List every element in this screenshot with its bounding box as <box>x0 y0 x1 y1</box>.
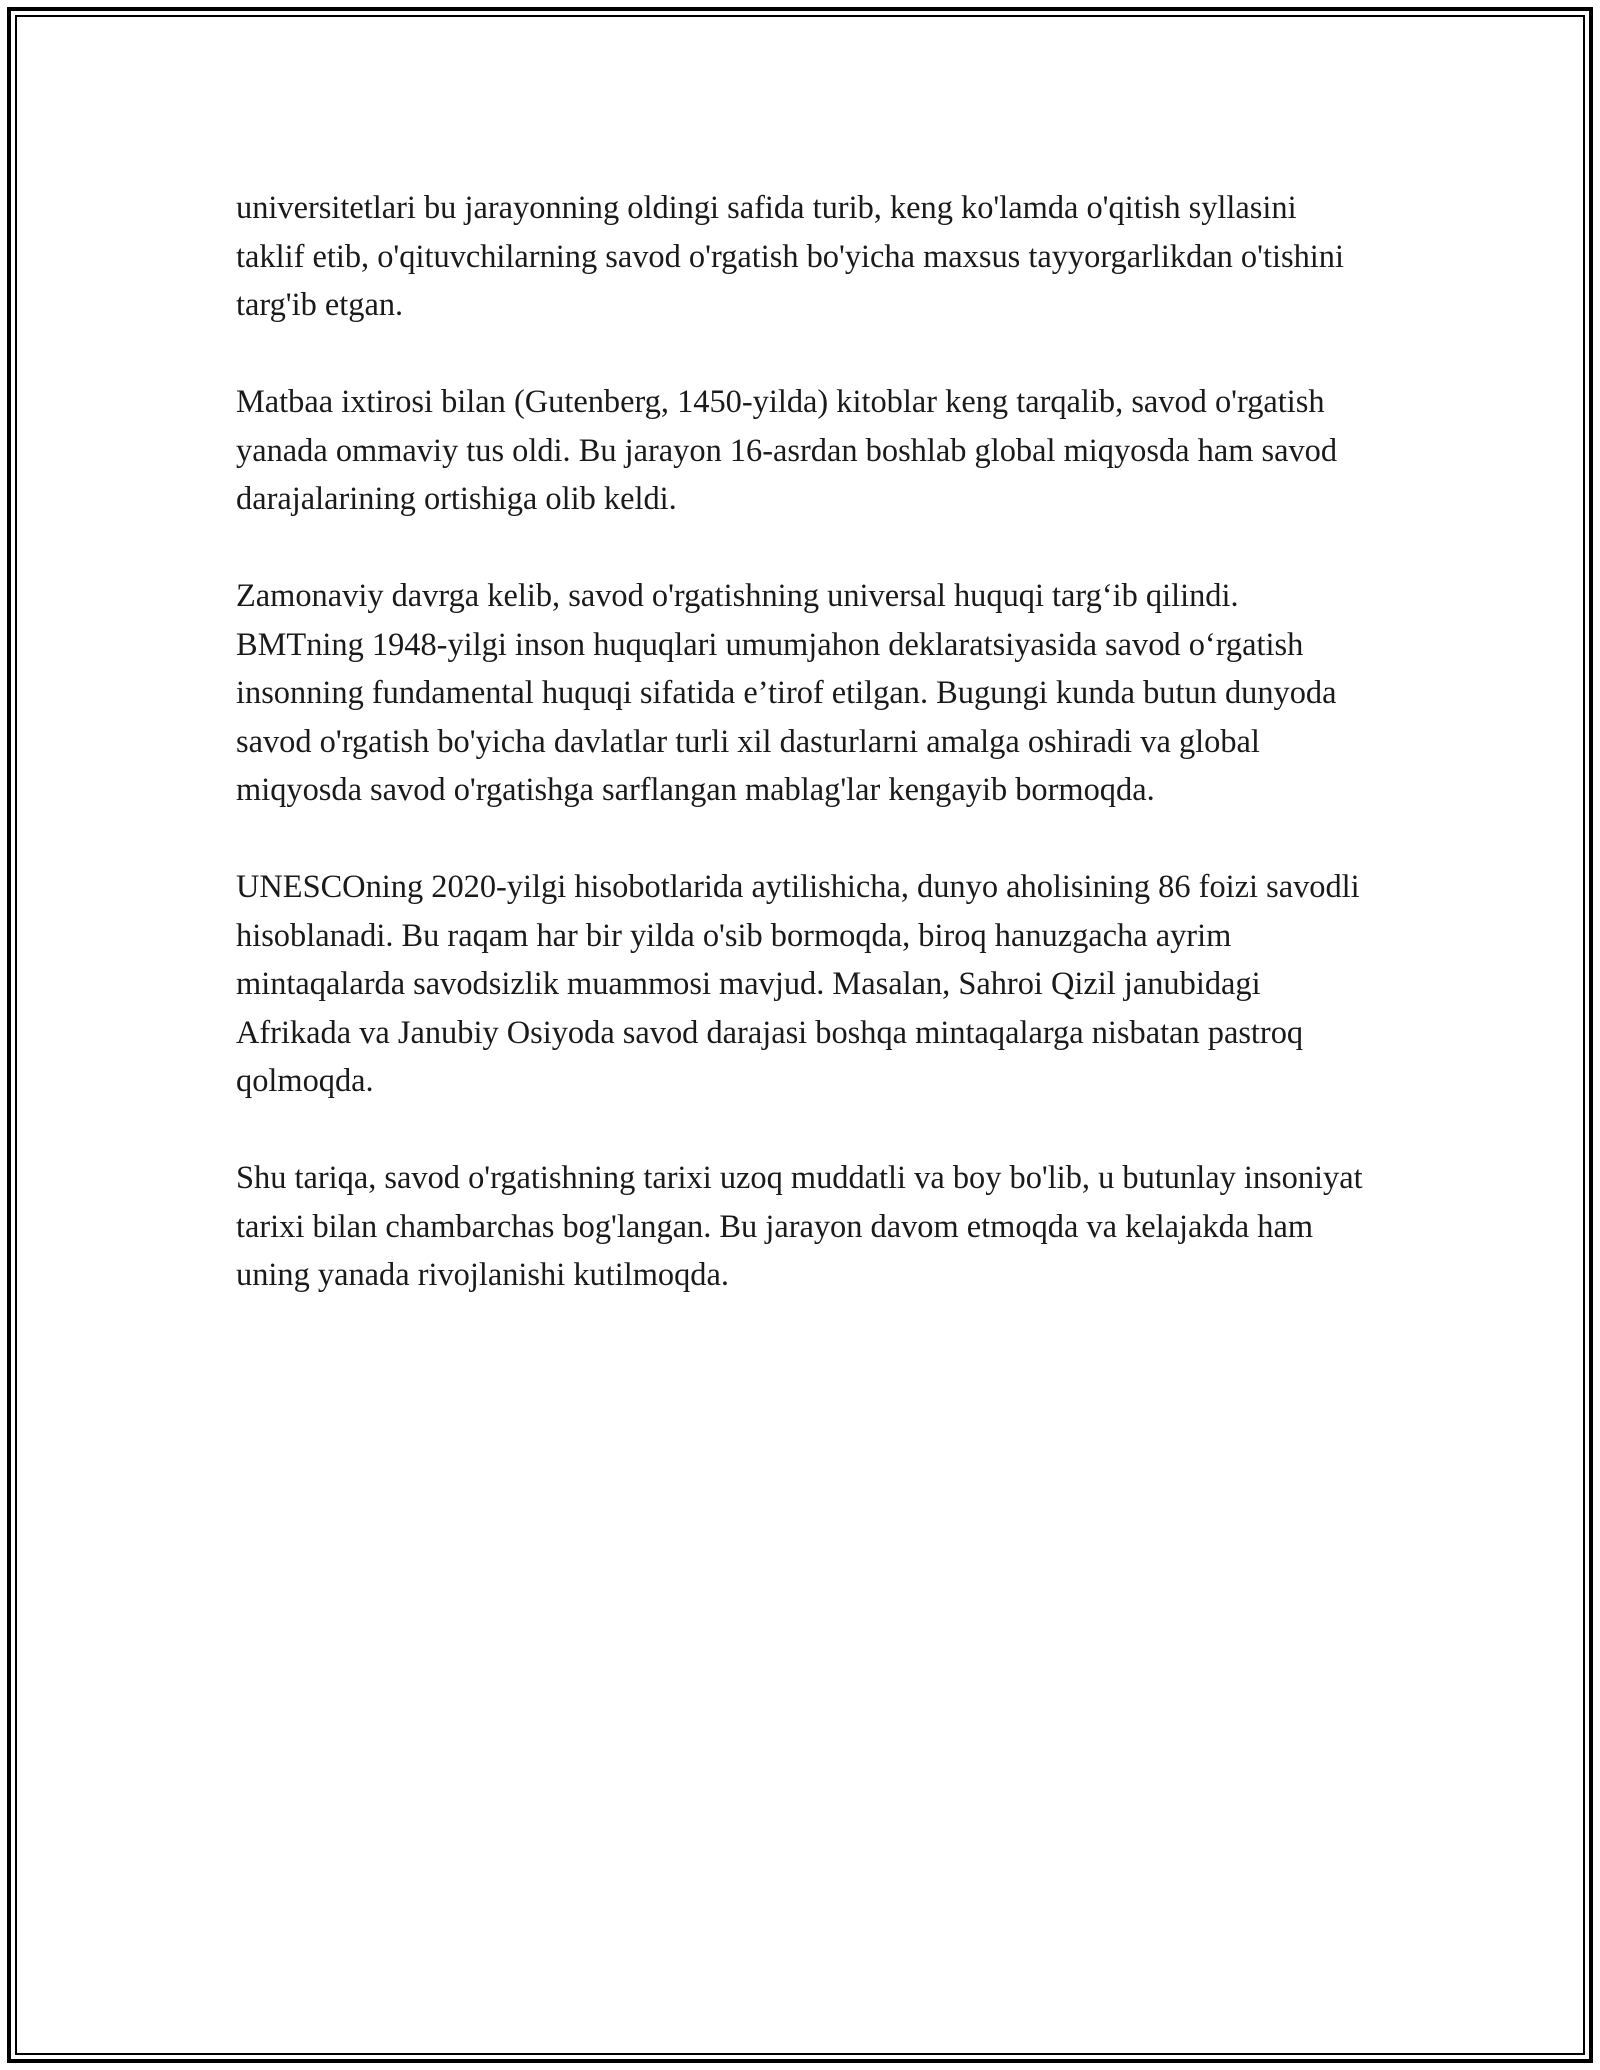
paragraph-4: UNESCOning 2020-yilgi hisobotlarida aytilishicha, dunyo aholisining 86 foizi savodli hisoblanadi. Bu raqam har bir yilda o'sib bormoqda, biroq hanuzgacha ayrim mintaqalarda savodsizlik muammosi mavjud. Masalan, Sahroi Qizil janubidagi Afrikada va Janubiy Osiyoda savod darajasi boshqa mintaqalarga nisbatan pastroq qolmoqda. <box>236 869 1360 1099</box>
paragraph-5: Shu tariqa, savod o'rgatishning tarixi uzoq muddatli va boy bo'lib, u butunlay insoniyat tarixi bilan chambarchas bog'langan. Bu jarayon davom etmoqda va kelajakda ham uning yanada rivojlanishi kutilmoqda. <box>236 1160 1363 1293</box>
paragraph-2: Matbaa ixtirosi bilan (Gutenberg, 1450-yilda) kitoblar keng tarqalib, savod o'rgatish yanada ommaviy tus oldi. Bu jarayon 16-asrdan boshlab global miqyosda ham savod darajalarining ortishiga olib keldi. <box>236 384 1338 517</box>
paragraph-3: Zamonaviy davrga kelib, savod o'rgatishning universal huquqi targ‘ib qilindi. BMTning 1948-yilgi inson huquqlari umumjahon deklaratsiyasida savod o‘rgatish insonning fundamental huquqi sifatida e’tirof etilgan. Bugungi kunda butun dunyoda savod o'rgatish bo'yicha davlatlar turli xil dasturlarni amalga oshiradi va global miqyosda savod o'rgatishga sarflangan mablag'lar kengayib bormoqda. <box>236 578 1337 808</box>
paragraph-1: universitetlari bu jarayonning oldingi safida turib, keng ko'lamda o'qitish syllasini taklif etib, o'qituvchilarning savod o'rgatish bo'yicha maxsus tayyorgarlikdan o'tishini targ'ib etgan. <box>236 190 1344 323</box>
document-body <box>236 184 1366 1348</box>
